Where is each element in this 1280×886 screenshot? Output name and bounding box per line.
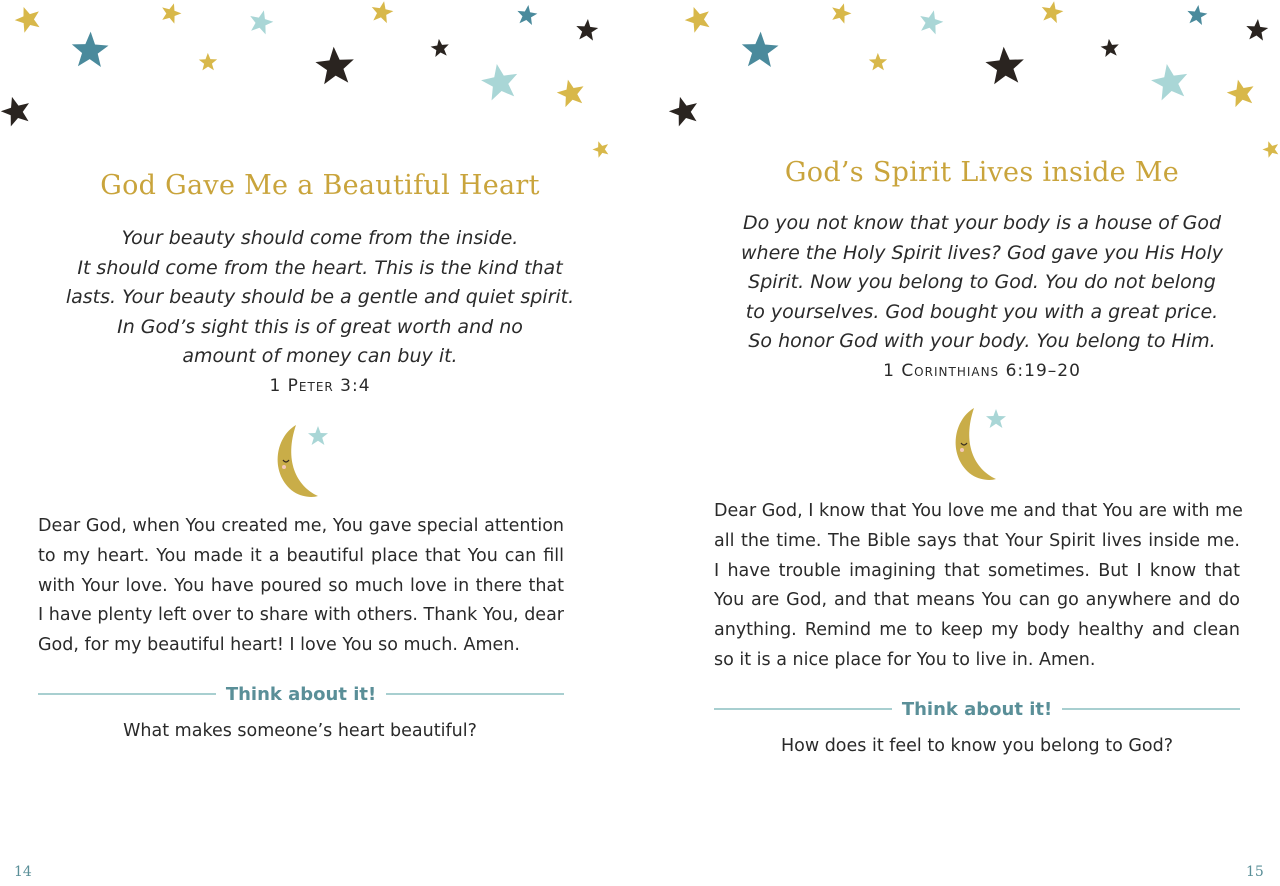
verse-line: amount of money can buy it. [182, 345, 458, 367]
scripture-reference: 1 Peter 3:4 [269, 376, 371, 396]
star-border-decoration [640, 0, 1280, 170]
prayer-line: God, for my beautiful heart! I love You so much. Amen. [38, 635, 520, 656]
star-icon [739, 29, 780, 70]
star-icon [1223, 75, 1259, 111]
scripture-verse [40, 224, 600, 372]
think-about-it-divider [714, 697, 1240, 721]
verse-line: Spirit. Now you belong to God. You do not belong [748, 271, 1216, 293]
star-icon [574, 17, 600, 43]
divider-rule [386, 693, 564, 695]
verse-line: It should come from the heart. This is the kind that [77, 256, 563, 279]
prayer-paragraph [38, 512, 564, 661]
star-icon [313, 44, 358, 89]
star-icon [368, 0, 396, 26]
star-icon [429, 37, 451, 59]
page-number: 14 [14, 864, 32, 880]
star-icon [915, 6, 947, 38]
reflection-question: How does it feel to know you belong to God? [780, 736, 1174, 756]
divider-rule [1062, 708, 1240, 710]
star-icon [680, 1, 716, 37]
prayer-line: with Your love. You have poured so much love in there that [38, 575, 564, 596]
right-page [640, 0, 1280, 886]
reflection-question: What makes someone’s heart beautiful? [123, 721, 477, 741]
prayer-paragraph [714, 497, 1243, 676]
think-about-it-heading: Think about it! [225, 683, 377, 705]
verse-line: Do you not know that your body is a house of God [742, 212, 1222, 234]
scripture-reference: 1 Corinthians 6:19–20 [883, 361, 1081, 381]
think-about-it-divider [38, 682, 564, 706]
star-icon [983, 44, 1028, 89]
star-icon [827, 0, 854, 27]
divider-rule [714, 708, 892, 710]
star-icon [590, 138, 613, 161]
star-icon [157, 0, 184, 27]
prayer-line: You are God, and that means You can go anywhere and do [714, 590, 1240, 611]
star-icon [1038, 0, 1066, 26]
prayer-line: I have plenty left over to share with others. Thank You, dear [38, 605, 564, 626]
star-icon [553, 75, 589, 111]
verse-line: Your beauty should come from the inside. [121, 227, 519, 249]
page-number: 15 [1246, 864, 1264, 880]
verse-line: So honor God with your body. You belong to Him. [748, 330, 1216, 352]
think-about-it-heading: Think about it! [901, 698, 1053, 720]
star-icon [868, 52, 888, 72]
star-icon [1147, 59, 1193, 105]
star-icon [10, 1, 46, 37]
star-icon [1185, 3, 1210, 28]
star-icon [69, 29, 110, 70]
scripture-verse [702, 209, 1262, 357]
verse-line: lasts. Your beauty should be a gentle and quiet spirit. [65, 286, 575, 308]
star-icon [515, 3, 540, 28]
prayer-line: Dear God, when You created me, You gave special attention [38, 516, 564, 536]
moon-and-star-icon [944, 403, 1014, 483]
verse-line: where the Holy Spirit lives? God gave you His Holy [740, 241, 1223, 264]
prayer-line: all the time. The Bible says that Your Spirit lives inside me. [714, 530, 1240, 551]
prayer-line: I have trouble imagining that sometimes. But I know that [714, 560, 1240, 581]
page-title: God’s Spirit Lives inside Me [784, 157, 1180, 188]
divider-rule [38, 693, 216, 695]
star-icon [1244, 17, 1270, 43]
verse-line: to yourselves. God bought you with a great price. [745, 300, 1219, 323]
star-icon [1099, 37, 1121, 59]
star-icon [664, 91, 704, 131]
prayer-line: anything. Remind me to keep my body healthy and clean [714, 620, 1240, 641]
prayer-line: to my heart. You made it a beautiful place that You can fill [38, 545, 564, 566]
verse-line: In God’s sight this is of great worth and no [117, 315, 523, 338]
star-icon [0, 91, 36, 131]
star-border-decoration [0, 0, 640, 170]
prayer-line: Dear God, I know that You love me and that You are with me [714, 501, 1243, 521]
star-icon [245, 6, 277, 38]
star-icon [198, 52, 218, 72]
moon-and-star-icon [266, 420, 336, 500]
prayer-line: so it is a nice place for You to live in. Amen. [714, 649, 1096, 670]
page-title: God Gave Me a Beautiful Heart [100, 170, 540, 201]
star-icon [477, 59, 523, 105]
